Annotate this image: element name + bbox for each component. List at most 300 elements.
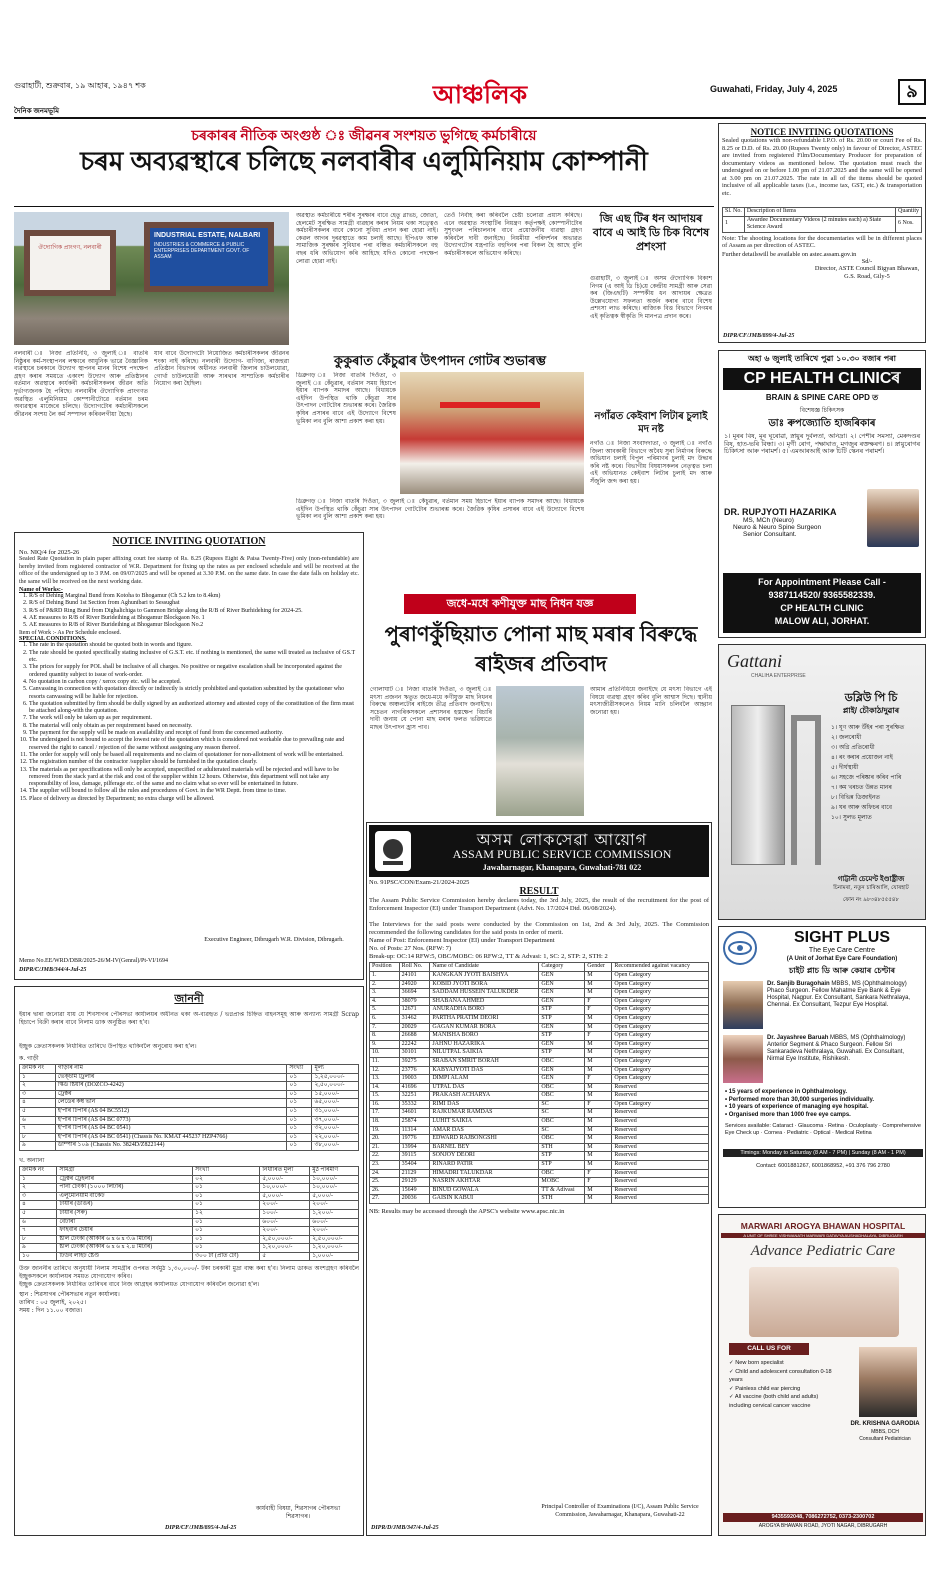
astec-notice <box>718 123 926 343</box>
table-row <box>20 1107 359 1116</box>
table-cell: Reserved <box>612 1126 709 1135</box>
apsc-post: Name of Post: Enforcement Inspector (EI) under Transport Department <box>369 937 555 944</box>
table-cell: বেটাৰী <box>57 1218 193 1227</box>
table-cell: ১ <box>20 1073 56 1082</box>
apsc-title-as: অসম লোকসেৱা আয়োগ <box>476 830 648 849</box>
astec-table <box>722 207 922 233</box>
table-row <box>370 1169 709 1178</box>
gattani-shop-address: চিনামৰা, নতুন চাৰিআলি, যোৰহাট <box>833 885 909 891</box>
table-cell: Open Category <box>612 1006 709 1015</box>
table-cell: ০১ <box>287 1125 312 1134</box>
table-row <box>370 1186 709 1195</box>
table-cell: M <box>585 1118 612 1127</box>
col-header: Roll No. <box>399 963 430 972</box>
cp-phones: 9387114520/ 9365582339. <box>768 590 876 600</box>
table-cell: Open Category <box>612 989 709 998</box>
table-cell: RAJKUMAR RAMDAS <box>430 1109 539 1118</box>
table-cell: 26. <box>370 1186 400 1195</box>
table-cell: ০১ <box>287 1082 312 1091</box>
table-cell: M <box>585 989 612 998</box>
cp-health-ad <box>718 350 926 638</box>
table-cell: F <box>585 1178 612 1187</box>
col-header: Quantity <box>896 208 922 217</box>
niq-cond: 3. The prices for supply for POL shall be inclusive of all charges. No positive or negative escalation shall be incorporated against the ordered quantity subject to issue of work-order. <box>29 664 359 679</box>
table-cell: ০১ <box>287 1107 312 1116</box>
table-cell: ১২ <box>193 1209 260 1218</box>
niq-signer: Executive Engineer, Dibrugarh W.R. Division, Dibrugarh. <box>204 937 344 943</box>
table-cell: 1. <box>370 971 400 980</box>
apsc-number: No. 91PSC/CON/Exam-21/2024-2025 <box>369 879 470 886</box>
table-cell: ট্ৰেক্টৰ <box>55 1090 287 1099</box>
table-cell: Open Category <box>612 980 709 989</box>
apsc-breakup: Break-up: OC:14 RFW:5, OBC/MOBC: 06 RFW:2, TT & Advasi: 1, SC: 2, STP: 2, STH: 2 <box>369 952 608 960</box>
gattani-product: ডব্লিউ পি চি <box>844 692 898 704</box>
doctor-1-qual: MBBS, MS (Ophthalmology) <box>831 981 907 987</box>
table-cell: TT & Adivasi <box>539 1186 585 1195</box>
niq-work: 5. AE measures to R/B of River Burideihing at Bhogamur Blockgaon No.2 <box>29 622 359 629</box>
table-cell: GEN <box>539 1040 585 1049</box>
table-cell: GAISIN KABUI <box>430 1195 539 1204</box>
niq-work: 1. R/S of Dehing Marginal Bund from Kotoha to Bhogamur (Ch 5.2 km to 8.4km) <box>29 593 359 600</box>
table-cell: 3. <box>370 989 400 998</box>
table-row <box>370 1161 709 1170</box>
table-cell: Reserved <box>612 1161 709 1170</box>
table-cell: ভেক্‌চাম ট্ৰিলাৰ <box>55 1073 287 1082</box>
cp-doctor: DR. RUPJYOTI HAZARIKA <box>724 507 837 517</box>
table-cell: 24. <box>370 1169 400 1178</box>
list-item: • 10 years of experience of managing eye hospital. <box>725 1104 869 1110</box>
table-cell: 23. <box>370 1161 400 1170</box>
table-row <box>370 1135 709 1144</box>
table-cell: ১০০/- <box>260 1209 310 1218</box>
col-header: গাড়ীৰ নাম <box>55 1065 287 1074</box>
apsc-result: RESULT <box>519 886 559 897</box>
table-cell: Open Category <box>612 971 709 980</box>
table-cell: STP <box>539 1006 585 1015</box>
list-item: ৫। দীৰ্ঘস্থায়ী <box>831 764 859 771</box>
table-cell: 10. <box>370 1049 400 1058</box>
niq-work: 4. AE measures to R/B of River Burideihing at Bhogamur Blockgaon No. 1 <box>29 615 359 622</box>
table-cell: ডাম্পাৰ ১০৯ (Chassis No. 3824D/Z822144) <box>55 1142 287 1151</box>
table-cell: Reserved <box>612 1178 709 1187</box>
sight-sub: The Eye Care Centre <box>808 947 876 954</box>
apsc-intro-2: The Interviews for the said posts were conducted by the Commission on 1st, 2nd & 3rd July, 2025. The Commission recommended the following candidates for the said posts in order of merit. <box>369 921 709 936</box>
table-cell: ৪ <box>20 1201 57 1210</box>
table-cell: 15. <box>370 1092 400 1101</box>
table-row <box>370 1143 709 1152</box>
niq-cond-head: SPECIAL CONDITIONS. <box>19 636 87 643</box>
astec-further: Further detailswill be available on astec.assam.gov.in <box>722 250 857 258</box>
lead-col-4: তেওঁ নিৰ্বাহ কৰা কৰিবলৈ চেষ্টা চলোৱা প্ৰয়াস কৰিছে। এনে অৱস্থাত সংস্থাটিৰ নিয়ন্ত্ৰণ কৰ্তৃপক্ষই কোম্পানীটোৰ সুশৃংখল পৰিচালনাৰ বাবে প্ৰয়োজনীয় ব্যৱস্থা গ্ৰহণ কৰিবলৈ দাবী জনাইছে। নিয়মীয়া পৰিদৰ্শনৰ অভাৱত উদ্যোগটোৰ যন্ত্ৰপাতি বহুদিনৰ পৰা বিকল হৈ আছে বুলি কৰ্মচাৰীসকলে অভিযোগ কৰিছে। <box>444 212 582 257</box>
kenchua-body: ডিব্ৰুগড় ঃ নিজা বাতৰি দিওঁতা, ৩ জুলাই ঃ কেঁচুৱাৰ, বৰ্তমান সময় হিচাপে ইয়াৰ ব্যাপক সমাদৰ আছে। বিধায়কে এইদিন উপস্থিত থাকি কেঁচুৱা সাৰ উৎপাদন গোটটোৰ শুভাৰম্ভ কৰে। জৈৱিক কৃষিৰ প্ৰসাৰৰ বাবে এই উদ্যোগে বিশেষ ভূমিকা লব বুলি আশা প্ৰকাশ কৰা হয়। <box>296 372 396 425</box>
table-cell: ২ <box>20 1184 57 1193</box>
table-cell: 24920 <box>399 980 430 989</box>
gattani-brand-sub: CHALIHA ENTERPRISE <box>751 673 806 679</box>
table-cell: ৩ <box>20 1192 57 1201</box>
table-cell: ৩ <box>20 1090 56 1099</box>
niq-cond: 4. No quotation in carbon copy / xerox copy etc. will be accepted. <box>29 679 359 686</box>
table-cell: ০১ <box>193 1218 260 1227</box>
table-cell: SC <box>539 1100 585 1109</box>
table-cell: ০১ <box>193 1227 260 1236</box>
list-item: ৬। সহজে পৰিষ্কাৰ কৰিব পাৰি <box>831 774 902 781</box>
cp-contact <box>723 573 921 633</box>
table-cell: SC <box>539 1109 585 1118</box>
table-cell: Open Category <box>612 1075 709 1084</box>
astec-body: Sealed quotations with non-refundable I.P.O. of Rs. 20.00 or court Fee of Rs. 8.25 or D.D. of Rs. 20.00 (Rupees Twenty only) in favour of Director, ASTEC are invited from registered Film/Documentary Producer for preparation of documentary videos as mentioned below. The quotation must reach the undersigned on or before 1.00 pm of 21.07.2025 and the same will be opened at 3.00 pm on 21.07.2025. The rate in all of the items should be quoted inclusive of all applicable taxes (i.e., income tax, GST, etc.) & transportation etc. <box>722 137 922 197</box>
niq-cond: 10. The undersigned is not bound to accept the lowest rate of the quotation which is considered not workable due to prevailing rate and reserved the right to cancel / rejection of the same without assigning any reason thereof. <box>29 737 359 752</box>
table-cell: ANURADHA BORO <box>430 1006 539 1015</box>
cp-doctor-as: ডাঃ ৰুপজ্যোতি হাজৰিকাৰ <box>768 418 876 429</box>
puran-photo <box>496 686 584 816</box>
table-cell: 24101 <box>399 971 430 980</box>
table-cell: 39275 <box>399 1057 430 1066</box>
table-cell: ২ <box>20 1082 56 1091</box>
table-cell: ১৫,০০০/- <box>312 1090 359 1099</box>
janani-signer: কাৰ্যবাহী বিষয়া, শিৱসাগৰ পৌৰসভা শিৱসাগৰ। <box>255 1505 341 1520</box>
janani-footer-2: ইচ্ছুক ক্ৰেতাসকলক নিৰ্ধাৰিত তাৰিখৰ বাবে নিজ আগ্ৰহৰ কাৰ্যালয়ত যোগাযোগ কৰিবলৈ জনোৱা হ'ল। <box>19 1281 260 1289</box>
marwari-doctor-qual-2: Consultant Pediatrician <box>859 1436 911 1442</box>
table-cell: ১০,০০০/- <box>260 1184 310 1193</box>
table-cell: ৩১,০০০/- <box>312 1107 359 1116</box>
table-cell: ২০০/- <box>310 1201 359 1210</box>
table-cell: ০১ <box>287 1116 312 1125</box>
niq-works-list <box>19 593 359 629</box>
col-header: সামগ্ৰী <box>57 1166 193 1175</box>
cp-qual-3: Senior Consultant. <box>743 531 797 538</box>
col-header: Name of Candidate <box>430 963 539 972</box>
janani-intro: ইয়াৰ দ্বাৰা জনোৱা যায় যে শিবসাগৰ পৌৰসভা কাৰ্যালয়ৰ অধীনত থকা অ-ব্যৱহৃত / ভগ্নপ্ৰাপ্ত চিহ্নিত বাহনসমূহ আৰু অন্যান্য সামগ্ৰী Scrap হিচাপে বিক্ৰী কৰাৰ বাবে নিলাম ডাক অনুষ্ঠিত কৰা হ'ব। <box>19 1011 359 1026</box>
cp-appt: For Appointment Please Call - <box>758 577 886 587</box>
table-cell: SHABANA AHMED <box>430 997 539 1006</box>
marwari-call: CALL US FOR <box>729 1343 809 1355</box>
table-cell: 11314 <box>399 1126 430 1135</box>
table-row <box>20 1099 359 1108</box>
table-cell: 41696 <box>399 1083 430 1092</box>
table-cell: 16. <box>370 1100 400 1109</box>
table-cell: ০১ <box>287 1133 312 1142</box>
table-cell: EDWARD RAJBONGSHI <box>430 1135 539 1144</box>
table-cell: OBC <box>539 1092 585 1101</box>
janani-intro-2: ইচ্ছুক ক্ৰেতাসকলক নিৰ্ধাৰিত তাৰিখে উপস্থিত থাকিবলৈ অনুৰোধ কৰা হ'ল। <box>19 1043 197 1050</box>
niq-cond: 13. The materials as per specifications will only be accepted, unspecified or adulterated materials will be rejected and will have to be removed from the stack yard at the risk and cost of the supplier within 12 hours. Otherwise, this department will not take any responsibility of loss, damage, pilferage etc. of the same and no claim what so ever will be entertained in future. <box>29 767 359 789</box>
astec-title: NOTICE INVITING QUOTATIONS <box>750 127 894 137</box>
table-row <box>20 1227 359 1236</box>
gattani-shop: গাট্টানী চেমেণ্ট ইণ্ডাষ্ট্ৰীজ <box>837 876 905 883</box>
apsc-signer: Principal Controller of Examinations (I/C), Assam Public Service Commission, Jawaharnagar, Khanapara, Guwahati-22 <box>541 1504 699 1518</box>
sight-title: SIGHT PLUS <box>793 929 890 946</box>
col-header: Position <box>370 963 400 972</box>
table-row <box>370 1023 709 1032</box>
photo-sign-sub: INDUSTRIES & COMMERCE & PUBLIC ENTERPRISES DEPARTMENT GOVT. OF ASSAM <box>154 242 250 260</box>
kenchua-body-2: ডিব্ৰুগড় ঃ নিজা বাতৰি দিওঁতা, ৩ জুলাই ঃ কেঁচুৱাৰ, বৰ্তমান সময় হিচাপে ইয়াৰ ব্যাপক সমাদৰ আছে। বিধায়কে এইদিন উপস্থিত থাকি কেঁচুৱা সাৰ উৎপাদন গোটটোৰ শুভাৰম্ভ কৰে। জৈৱিক কৃষিৰ প্ৰসাৰৰ বাবে এই উদ্যোগে বিশেষ ভূমিকা লব বুলি আশা প্ৰকাশ কৰা হয়। <box>296 498 584 521</box>
table-row <box>20 1175 359 1184</box>
table-cell: ১,০০০/- <box>310 1252 359 1261</box>
table-row <box>370 1109 709 1118</box>
table-cell: F <box>585 1100 612 1109</box>
table-row <box>20 1235 359 1244</box>
table-cell: STP <box>539 1014 585 1023</box>
table-cell: 35332 <box>399 1100 430 1109</box>
table-cell: 39115 <box>399 1152 430 1161</box>
doctor-2-qual: MBBS, MS (Ophthalmology) <box>830 1035 906 1041</box>
table-cell: ০১ <box>193 1235 260 1244</box>
apsc-dipr: DIPR/D/JMB/347/4-Jul-25 <box>371 1525 439 1531</box>
table-cell: M <box>585 1049 612 1058</box>
apsc-result-table <box>369 962 709 1204</box>
table-cell: ২০০/- <box>260 1227 310 1236</box>
table-cell: ৯ <box>20 1244 57 1253</box>
list-item: • Organised more than 1000 free eye camps. <box>725 1111 851 1118</box>
table-cell: Reserved <box>612 1186 709 1195</box>
table-row <box>370 1057 709 1066</box>
table-cell: 20029 <box>399 1023 430 1032</box>
marwari-sub: A UNIT OF SHREE VISHWANATH MARWARI DATAVYA AUSHADHALAYA, DIBRUGARH <box>721 1233 925 1238</box>
table-cell: 19003 <box>399 1075 430 1084</box>
apsc-intro: The Assam Public Service Commission hereby declares today, the 3rd July, 2025, the result of the recruitment for the post of Enforcement Inspector (EI) under Transport Department (Advt. No. 17/2024 Dtd. 06/08/2024). <box>369 897 709 912</box>
table-cell: RIMI DAS <box>430 1100 539 1109</box>
apsc-address: Jawaharnagar, Khanapara, Guwahati-781 022 <box>482 863 642 872</box>
table-cell: F <box>585 997 612 1006</box>
table-cell: Open Category <box>612 1014 709 1023</box>
gattani-phone: ফোন নং ৯৮৩৪৮৫৫৫৪৮ <box>843 897 899 903</box>
table-cell: ২০০/- <box>260 1201 310 1210</box>
puran-headline: পুৰাণকুঁছিয়াত পোনা মাছ মৰাৰ বিৰুদ্ধে ৰাইজৰ প্ৰতিবাদ <box>384 623 698 676</box>
table-cell: AMAR DAS <box>430 1126 539 1135</box>
nagaon-body: নগাঁও ঃ নিজা সংবাদদাতা, ৩ জুলাই ঃ নগাঁও জিলা আবকাৰী বিভাগে অবৈধ সুৰা নিৰ্মাণৰ বিৰুদ্ধে অভিযান চলাই বিপুল পৰিমাণৰ চুলাই মদ উদ্ধাৰ কৰি নষ্ট কৰে। বিভাগীয় বিষয়াসকলৰ নেতৃত্বত চলা এই অভিযানত কেইবাশ লিটাৰ চুলাই মদ আৰু সঁজুলি জব্দ কৰা হয়। <box>590 440 712 485</box>
table-cell: ৭ <box>20 1125 56 1134</box>
table-cell: ২,৫০,০০০/- <box>312 1082 359 1091</box>
gst-headline: জি এছ টিৰ ধন আদায়ৰ বাবে এ আই ডি চিক বিশেষ প্ৰশংসা <box>592 213 710 253</box>
table-row <box>370 1092 709 1101</box>
table-cell: স্কিড ষ্টিয়াৰ (DOZCO-4242) <box>55 1082 287 1091</box>
table-cell: STP <box>539 1152 585 1161</box>
table-row <box>20 1082 359 1091</box>
table-cell: ০১ <box>287 1073 312 1082</box>
niq-work: 2. R/S of Dehing Bund 1st Section from Aghunibari to Sessughat <box>29 600 359 607</box>
table-cell: ৬০০/- <box>310 1218 359 1227</box>
table-cell: STH <box>539 1143 585 1152</box>
nagaon-headline: নগাঁৱত কেইবাশ লিটাৰ চুলাই মদ নষ্ট <box>594 411 708 435</box>
table-cell: Open Category <box>612 1040 709 1049</box>
col-header: Sl. No. <box>723 208 745 217</box>
table-cell: ৬ <box>20 1116 56 1125</box>
table-cell: ৪ <box>20 1099 56 1108</box>
table-cell: Open Category <box>612 1066 709 1075</box>
table-cell: ১ <box>20 1175 57 1184</box>
table-cell: 14. <box>370 1083 400 1092</box>
list-item: ৯। ঘৰ আৰু অফিচৰ বাবে <box>831 804 893 811</box>
table-cell: Open Category <box>612 1049 709 1058</box>
table-row <box>370 980 709 989</box>
section-label: দৈনিক জনমভূমি <box>14 108 59 115</box>
photo-sign-text: INDUSTRIAL ESTATE, NALBARI <box>154 232 261 239</box>
table-row <box>370 1040 709 1049</box>
list-item: ৩। অগ্নি প্ৰতিৰোধী <box>831 744 875 751</box>
table-cell: হ'পাৰ টিপাৰ (AS 04 BC 0773) <box>55 1116 287 1125</box>
table-row <box>370 1006 709 1015</box>
table-row <box>370 1178 709 1187</box>
janani-title: জাননী <box>174 993 204 1005</box>
table-cell: 26688 <box>399 1032 430 1041</box>
table-cell: JAHNU HAZARIKA <box>430 1040 539 1049</box>
table-cell: 31462 <box>399 1014 430 1023</box>
niq-cond: 12. The registration number of the contractor /supplier should be furnished in the quotation clearly. <box>29 759 359 766</box>
sight-plus-ad <box>718 926 926 1208</box>
table-cell: M <box>585 1040 612 1049</box>
table-header <box>723 208 922 217</box>
table-cell: RINARD PATIR <box>430 1161 539 1170</box>
photo-gate-left <box>24 230 116 296</box>
table-cell: 12671 <box>399 1006 430 1015</box>
table-cell: ৯ <box>20 1142 56 1151</box>
table-cell: PRAKASH ACHARYA <box>430 1092 539 1101</box>
table-cell: Reserved <box>612 1135 709 1144</box>
niq-notice <box>14 532 364 980</box>
date-english: Guwahati, Friday, July 4, 2025 <box>710 84 838 94</box>
table-cell: 34601 <box>399 1109 430 1118</box>
table-cell: PARTHA PRATIM DEORI <box>430 1014 539 1023</box>
niq-cond-list <box>19 642 359 942</box>
table-cell: Reserved <box>612 1109 709 1118</box>
lead-kicker: চৰকাৰৰ নীতিক অংগুষ্ঠ ঃ জীৱনৰ সংশয়ত ভুগিছে কৰ্মচাৰীয়ে <box>191 127 537 143</box>
table-cell: GEN <box>539 971 585 980</box>
masthead-rule <box>14 117 926 119</box>
table-cell: ১০,০০০/- <box>310 1184 359 1193</box>
janani-notice <box>14 986 364 1536</box>
table-cell: STP <box>539 1032 585 1041</box>
astec-note: Note: The shooting locations for the documentaries will be in different places of Assam as per direction of ASTEC. <box>722 234 922 250</box>
table-header <box>20 1166 359 1175</box>
table-row <box>20 1218 359 1227</box>
apsc-notice <box>366 822 712 1536</box>
table-cell: Reserved <box>612 1195 709 1204</box>
table-cell: 29129 <box>399 1178 430 1187</box>
table-cell: ৮ <box>20 1235 57 1244</box>
table-cell: ৩০০ টা (প্ৰতি টো) <box>193 1252 260 1261</box>
cp-doctor-photo <box>867 489 919 547</box>
ribbon <box>440 402 540 408</box>
table-cell: ৮ <box>20 1133 56 1142</box>
col-header: Category <box>539 963 585 972</box>
apsc-posts: No. of Posts: 27 Nos. (RFW: 7) <box>369 944 452 952</box>
sight-contact: Contact: 6001881267, 6001868952, +91 376 796 2780 <box>756 1163 890 1169</box>
table-cell: NASRIN AKHTAR <box>430 1178 539 1187</box>
list-item: ১০। সুলভ মূল্যত <box>831 814 872 821</box>
table-cell: 7. <box>370 1023 400 1032</box>
list-item: • 15 years of experience in Ophthalmology. <box>725 1089 848 1095</box>
table-row <box>20 1133 359 1142</box>
table-cell: 13994 <box>399 1143 430 1152</box>
niq-item: Item of Work :- As Per Schedule enclosed. <box>19 630 122 637</box>
table-cell: Open Category <box>612 997 709 1006</box>
table-cell: টিউব লাইট ষ্টেণ্ড <box>57 1252 193 1261</box>
table-cell: ২,৫০,০০০/- <box>310 1235 359 1244</box>
table-cell: 6. <box>370 1014 400 1023</box>
niq-cond: 5. Canvassing in connection with quotation directly or indirectly is strictly prohibited and quotation submitted by the quotationer who resorts canvassing will be liable for rejection. <box>29 686 359 701</box>
gattani-features <box>831 723 923 823</box>
table-cell: ৫,০০০/- <box>260 1175 310 1184</box>
col-header: সংখ্যা <box>193 1166 260 1175</box>
table-row <box>20 1192 359 1201</box>
table-cell: হ'পাৰ টিপাৰ (AS 04 BC5512) <box>55 1107 287 1116</box>
table-cell: F <box>585 1006 612 1015</box>
table-cell: KABYAJYOTI DAS <box>430 1066 539 1075</box>
table-cell: GEN <box>539 1075 585 1084</box>
page-number: ৯ <box>898 79 926 105</box>
table-cell: 17. <box>370 1109 400 1118</box>
table-cell: SONJOY DEORI <box>430 1152 539 1161</box>
cp-qual: MS, MCh (Neuro) <box>743 517 794 524</box>
list-item: ৮। বিভিন্ন ডিজাইনত <box>831 794 880 801</box>
table-row <box>370 1152 709 1161</box>
lead-col-1: নলবাৰী ঃ নিজা প্ৰতিনিধি, ৩ জুলাই ঃ বাতৰি নিষ্ঠুৰৰ কৰ্ম-সংস্থাপনৰ লক্ষ্যৰে আধুনিক ভাৱে বৈজ্ঞানিক ব্যৱস্থাৰে চৰকাৰে উদ্যোগ স্থাপনৰ মানৰ বিশেষ পদক্ষেপ গ্ৰহণ কৰাৰ সময়তে একাংশ উদ্যোগ আৰু প্ৰতিষ্ঠানৰ বৰ্তমান অৱস্থাৰে কাৰ্যকৰী কৰ্মচাৰীসকলৰ জীৱন অতি দুৰ্ভাগ্যজনক হৈ পৰিছে। নলবাৰীৰ ঔদ্যোগিক প্ৰাংগণত অৱস্থিত এলুমিনিয়াম কোম্পানীটোৱে বৰ্তমান চৰম অব্যৱস্থাৰ মাজেৰে চলিছে। উদ্যোগটোৰ কৰ্মচাৰীসকলে জীৱনৰ সংশয় লৈ কৰ্ম সম্পাদন কৰিবলগীয়া হৈছে। <box>14 350 148 418</box>
table-row <box>20 1252 359 1261</box>
marwari-phones: 9435592048, 7086272752, 0373-2300702 <box>723 1513 923 1522</box>
table-cell: GAGAN KUMAR BORA <box>430 1023 539 1032</box>
list-item: • Performed more than 30,000 surgeries individually. <box>725 1096 875 1103</box>
table-cell: ৩২,০০০/- <box>312 1125 359 1134</box>
niq-cond: 14. The supplier will bound to follow all the rules and procedures of Govt. in the WR Deptt. from time to time. <box>29 788 359 795</box>
col-header: মুঠ পৰিমাণ <box>310 1166 359 1175</box>
table-cell: Reserved <box>612 1143 709 1152</box>
col-header: নিৰ্ধাৰিত মূল্য <box>260 1166 310 1175</box>
table-cell: M <box>585 1143 612 1152</box>
table-header <box>20 1065 359 1074</box>
niq-number: No. NIQ/4 for 2025-26 <box>19 549 80 556</box>
table-cell: M <box>585 1152 612 1161</box>
table-cell: ৫ <box>260 1252 310 1261</box>
table-row <box>20 1184 359 1193</box>
sight-services: Services available: Cataract · Glaucoma · Retina · Oculoplasty · Comprehensive Eye Check up · Cornea · Pediatric · Optical · Medical Retina <box>725 1123 921 1136</box>
table-cell: M <box>585 1186 612 1195</box>
table-cell: 21129 <box>399 1169 430 1178</box>
table-cell: হ'পাৰ টিপাৰ (AS 04 BC 0541) (Chassis No. KMAT 445237 HZP4766) <box>55 1133 287 1142</box>
marwari-doctor-photo <box>859 1347 917 1417</box>
marwari-title: MARWARI AROGYA BHAWAN HOSPITAL <box>740 1221 906 1231</box>
gst-body: গুৱাহাটী, ৩ জুলাই ঃ অসম ঔদ্যোগিক বিকাশ নিগম (এ আই ডি চি)য়ে কেন্দ্ৰীয় সামগ্ৰী আৰু সেৱা কৰ (জিএছটি) সম্পৰ্কীয় ধন আদায়ৰ ক্ষেত্ৰত উল্লেখযোগ্য সফলতা অৰ্জন কৰাৰ বাবে বিশেষ প্ৰশংসা লাভ কৰিছে। ৰাজ্যিক বিত্ত বিভাগে নিগমৰ এই কৃতিত্বক স্বীকৃতি দি মানপত্ৰ প্ৰদান কৰে। <box>590 275 712 320</box>
table-cell: ০১ <box>193 1201 260 1210</box>
table-cell: Open Category <box>612 1057 709 1066</box>
table-cell: ৬০০/- <box>260 1218 310 1227</box>
table-cell: 5. <box>370 1006 400 1015</box>
janani-schedule <box>19 1291 359 1315</box>
janani-table-b <box>19 1166 359 1262</box>
table-cell: MANISHA BORO <box>430 1032 539 1041</box>
astec-dipr: DIPR/CF/JMB/899/4-Jul-25 <box>723 333 795 339</box>
niq-work: 3. R/S of P&RD Ring Bund from Dighalichiga to Gammon Bridge along the R/B of River Burhidehing for 2024-25. <box>29 608 359 615</box>
niq-cond: 15. Place of delivery as directed by Department; no extra charge will be allowed. <box>29 796 359 803</box>
table-cell: M <box>585 1161 612 1170</box>
table-cell: ৬ <box>20 1218 57 1227</box>
niq-cond: 8. The material will only obtain as per requirement based on necessity. <box>29 723 359 730</box>
table-row <box>20 1090 359 1099</box>
table-cell: 23776 <box>399 1066 430 1075</box>
marwari-address: AROGYA BHAWAN ROAD, JYOTI NAGAR, DIBRUGARH <box>758 1523 888 1529</box>
table-cell: ২,৫০,০০০/- <box>260 1235 310 1244</box>
lead-photo <box>14 212 289 345</box>
table-cell: M <box>585 1066 612 1075</box>
sight-bullets <box>725 1089 921 1119</box>
table-cell: টায়াৰ (সৰু) <box>57 1209 193 1218</box>
table-cell: NILUTPAL SAIKIA <box>430 1049 539 1058</box>
table-row <box>370 1100 709 1109</box>
table-cell: OBC <box>539 1118 585 1127</box>
apsc-banner <box>369 825 709 877</box>
table-row <box>20 1244 359 1253</box>
table-cell: লেডেৰ কম্ব ভান <box>55 1099 287 1108</box>
table-cell: 11. <box>370 1057 400 1066</box>
